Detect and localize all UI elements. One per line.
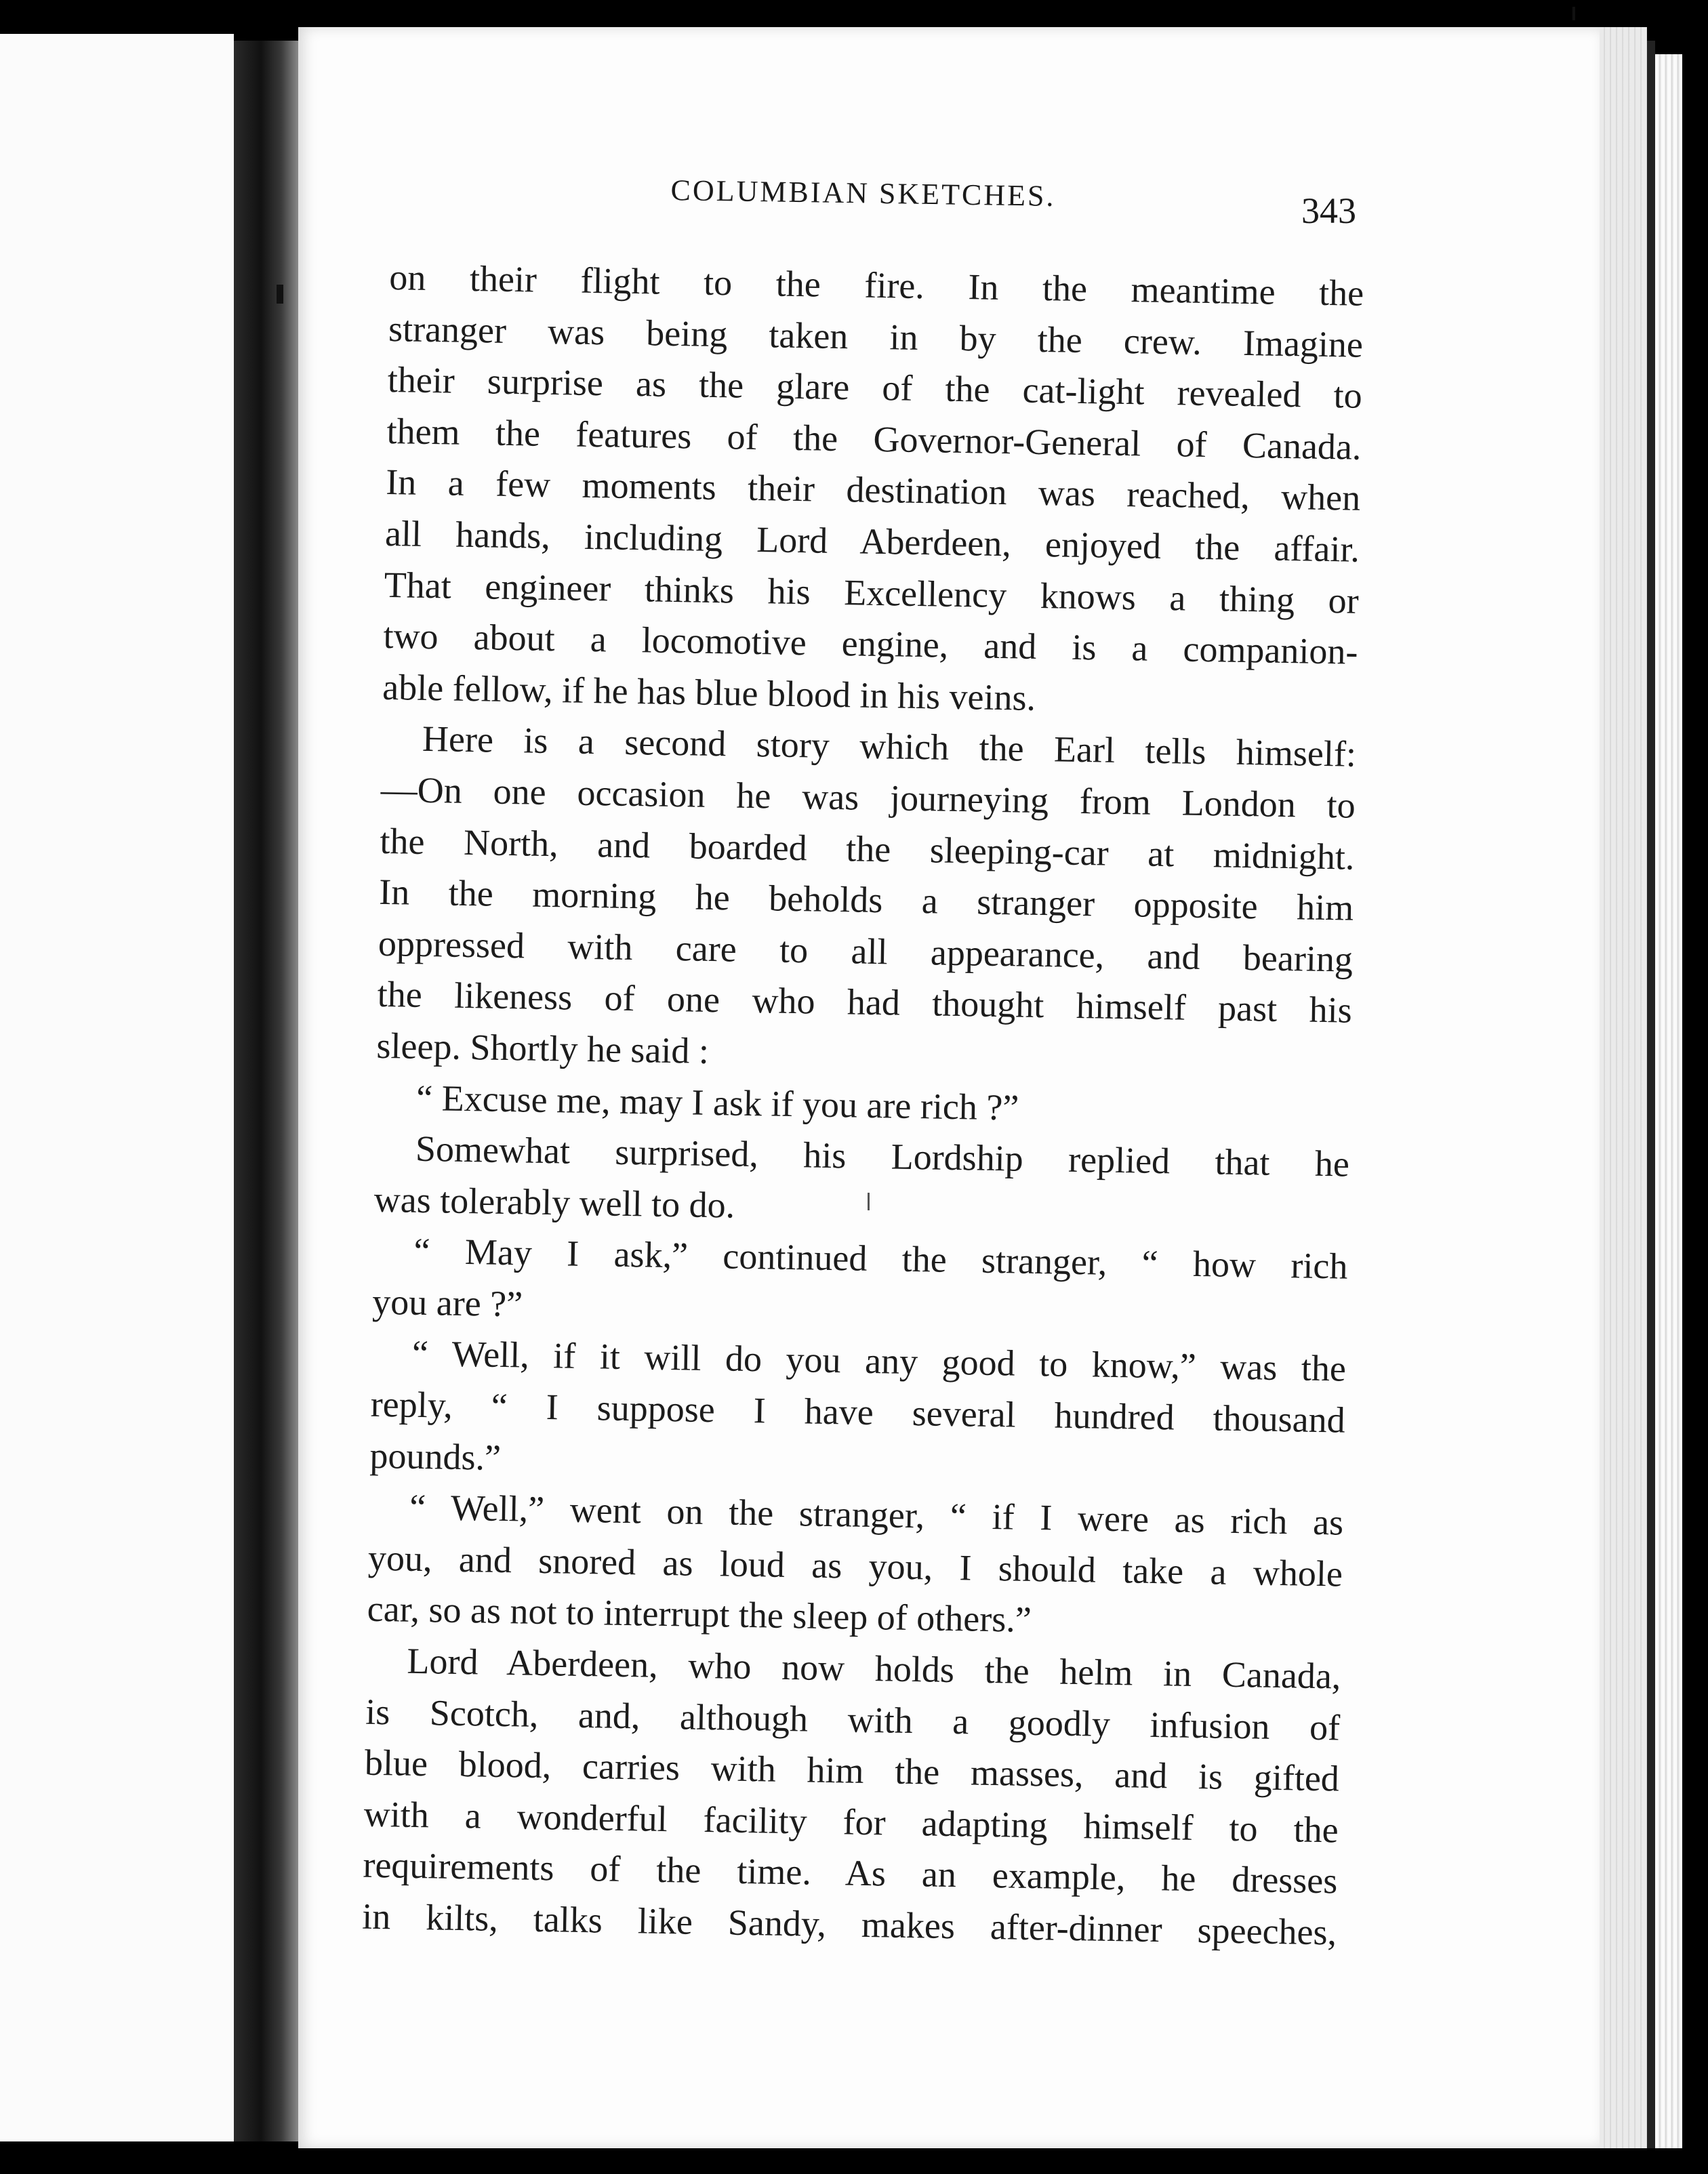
text-line: car, so as not to interrupt the sleep of others.” — [367, 1588, 1032, 1641]
text-line: their surprise as the glare of the cat-light revealed to — [387, 359, 1363, 416]
page-edge-shadow — [1647, 41, 1655, 2148]
text-line: “ Excuse me, may I ask if you are rich ?” — [415, 1077, 1019, 1128]
text-line: reply, “ I suppose I have several hundred thousand — [370, 1383, 1346, 1441]
text-line: with a wonderful facility for adapting himself to the — [363, 1793, 1339, 1851]
scan-speck — [1572, 7, 1575, 20]
scan-speck — [277, 285, 283, 304]
text-line: all hands, including Lord Aberdeen, enjoyed the affair. — [384, 512, 1360, 570]
book-block-edge — [1655, 54, 1682, 2148]
text-line: two about a locomotive engine, and is a companion- — [383, 615, 1358, 672]
text-line: Lord Aberdeen, who now holds the helm in Canada, — [407, 1640, 1341, 1697]
text-line: the North, and boarded the sleeping-car at midnight. — [380, 820, 1355, 878]
facing-page-left — [0, 34, 234, 2141]
scan-speck — [868, 1193, 870, 1210]
text-line: stranger was being taken in by the crew. Imagine — [388, 308, 1364, 365]
text-line: “ Well,” went on the stranger, “ if I were as rich as — [409, 1486, 1344, 1543]
text-line: sleep. Shortly he said : — [376, 1025, 710, 1071]
page-number: 343 — [1301, 190, 1356, 231]
text-line: in kilts, talks like Sandy, makes after-dinner speeches, — [361, 1895, 1337, 1953]
text-line: pounds.” — [369, 1435, 502, 1478]
page-edge — [1600, 27, 1647, 2148]
text-line: That engineer thinks his Excellency knows a thing or — [384, 564, 1360, 621]
text-line: was tolerably well to do. — [373, 1178, 735, 1226]
text-line: requirements of the time. As an example, he dresses — [363, 1845, 1338, 1902]
text-line: “ May I ask,” continued the stranger, “ how rich — [413, 1231, 1348, 1287]
text-line: the likeness of one who had thought himself past his — [377, 974, 1353, 1031]
text-line: In the morning he beholds a stranger opposite him — [378, 871, 1354, 928]
body-text — [362, 252, 1364, 1958]
text-line: is Scotch, and, although with a goodly infusion of — [365, 1691, 1341, 1748]
text-line: Somewhat surprised, his Lordship replied that he — [415, 1128, 1350, 1185]
text-line: “ Well, if it will do you any good to know,” was the — [411, 1333, 1347, 1390]
book-gutter — [234, 41, 302, 2141]
text-line: them the features of the Governor-General of Canada. — [386, 410, 1362, 468]
running-head: COLUMBIAN SKETCHES. — [670, 173, 1056, 213]
text-line: on their flight to the fire. In the meantime the — [388, 256, 1364, 314]
text-line: Here is a second story which the Earl tells himself: — [422, 718, 1357, 775]
text-line: oppressed with care to all appearance, and bearing — [378, 922, 1354, 980]
text-line: blue blood, carries with him the masses, and is gifted — [364, 1742, 1340, 1799]
text-line: able fellow, if he has blue blood in his veins. — [382, 666, 1036, 718]
text-line: —On one occasion he was journeying from London to — [380, 768, 1356, 826]
text-line: In a few moments their destination was reached, when — [385, 462, 1361, 519]
text-line: you, and snored as loud as you, I should take a whole — [367, 1537, 1343, 1595]
text-line: you are ?” — [371, 1281, 523, 1325]
